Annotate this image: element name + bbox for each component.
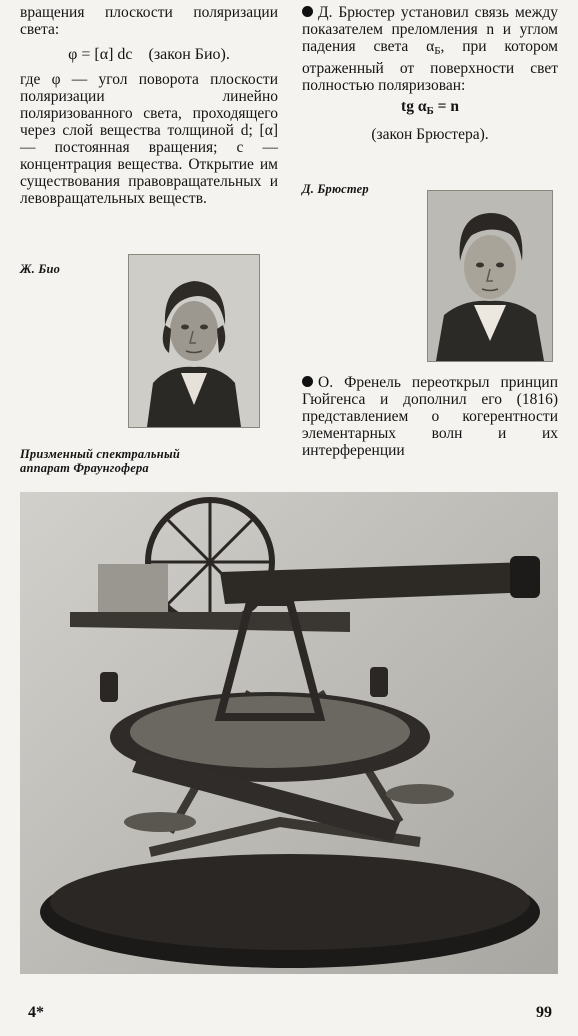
bullet-icon: [302, 376, 313, 387]
fresnel-text: О. Френель переоткрыл принцип Гюйгенса и дополнил его (1816) представлением о когерентности элементарных волн и их интерференции: [302, 374, 558, 459]
biot-portrait: [128, 254, 260, 428]
brewster-paragraph: [302, 4, 558, 94]
intro-text: вращения плоскости поляризации света:: [20, 4, 278, 38]
page-number: 99: [536, 1004, 552, 1021]
signature-mark: 4*: [28, 1004, 44, 1021]
biot-law-label: (закон Био).: [148, 46, 230, 63]
bullet-icon: [302, 6, 313, 17]
brewster-law-label: (закон Брюстера).: [371, 126, 489, 143]
brewster-formula-suffix: = n: [433, 98, 459, 115]
biot-paragraph: где φ — угол поворота плоскости поляризации линейно поляризованного света, проходящего через слой вещества толщиной d; [α] — постоянная вращения; c — концентрация вещества. Открытие им существования правовращательных и левовращательных веществ.: [20, 71, 278, 207]
brewster-formula-prefix: tg α: [401, 98, 427, 115]
right-column: [302, 4, 558, 143]
brewster-formula-subscript: Б: [426, 105, 434, 117]
brewster-portrait: [427, 190, 553, 362]
brewster-alpha-subscript: Б: [434, 45, 441, 57]
biot-caption: Ж. Био: [20, 262, 61, 276]
fraunhofer-caption-line2: аппарат Фраунгофера: [20, 461, 149, 475]
brewster-formula: [302, 98, 558, 120]
brewster-text: Д. Брюстер установил связь между показателем преломления n и углом падения света α: [302, 4, 558, 55]
fresnel-paragraph: [302, 374, 558, 459]
fraunhofer-caption: [20, 447, 260, 475]
brewster-text-end: , при котором отраженный от поверхности свет полностью поляризован:: [302, 38, 558, 94]
brewster-caption: Д. Брюстер: [302, 182, 369, 196]
left-column: [20, 4, 278, 207]
fraunhofer-caption-line1: Призменный спектральный: [20, 447, 180, 461]
fresnel-block: [302, 374, 558, 459]
biot-formula-expression: φ = [α] dc: [68, 46, 133, 63]
biot-formula: [20, 46, 278, 63]
fraunhofer-spectroscope-photo: [20, 492, 558, 974]
